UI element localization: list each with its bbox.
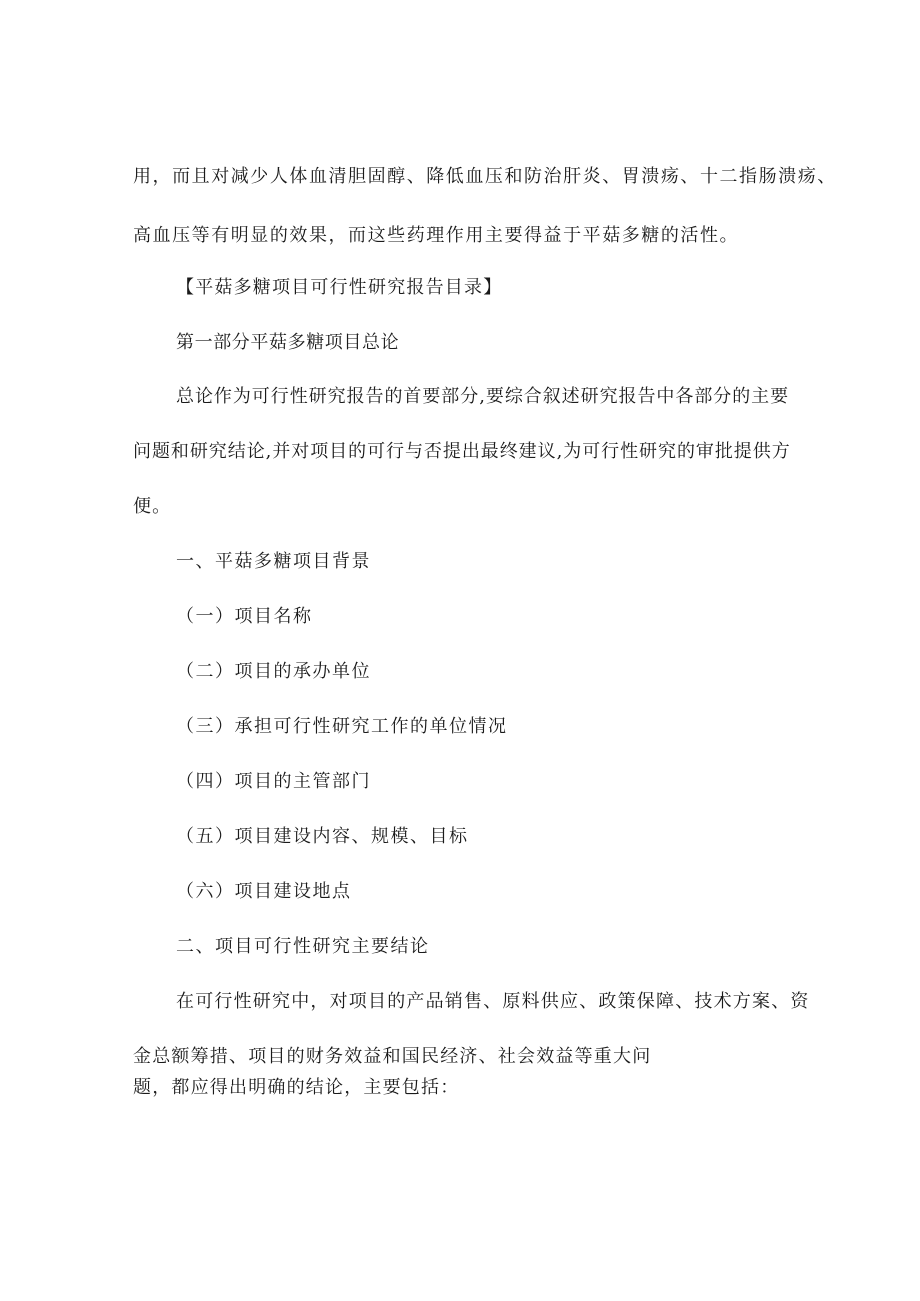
summary-paragraph-line-2: 问题和研究结论,并对项目的可行与否提出最终建议,为可行性研究的审批提供方 bbox=[133, 441, 791, 462]
summary-paragraph-line-3: 便。 bbox=[133, 496, 172, 517]
toc-item-location: （六）项目建设地点 bbox=[176, 881, 352, 902]
intro-paragraph-line-1: 用，而且对减少人体血清胆固醇、降低血压和防治肝炎、胃溃疡、十二指肠溃疡、 bbox=[133, 166, 837, 187]
toc-item-organizer: （二）项目的承办单位 bbox=[176, 661, 371, 682]
summary-paragraph-line-1: 总论作为可行性研究报告的首要部分,要综合叙述研究报告中各部分的主要 bbox=[176, 386, 790, 407]
conclusion-paragraph-line-3: 题，都应得出明确的结论，主要包括： bbox=[133, 1077, 460, 1098]
toc-title: 【平菇多糖项目可行性研究报告目录】 bbox=[176, 277, 503, 298]
toc-item-research-unit: （三）承担可行性研究工作的单位情况 bbox=[176, 716, 508, 737]
section-one-heading: 一、平菇多糖项目背景 bbox=[176, 551, 371, 572]
toc-item-project-name: （一）项目名称 bbox=[176, 606, 313, 627]
conclusion-paragraph-line-1: 在可行性研究中，对项目的产品销售、原料供应、政策保障、技术方案、资 bbox=[176, 991, 810, 1012]
intro-paragraph-line-2: 高血压等有明显的效果，而这些药理作用主要得益于平菇多糖的活性。 bbox=[133, 225, 740, 246]
section-two-heading: 二、项目可行性研究主要结论 bbox=[176, 936, 430, 957]
part-one-heading: 第一部分平菇多糖项目总论 bbox=[176, 332, 400, 353]
toc-item-construction-scope: （五）项目建设内容、规模、目标 bbox=[176, 826, 469, 847]
toc-item-authority: （四）项目的主管部门 bbox=[176, 771, 371, 792]
conclusion-paragraph-line-2: 金总额筹措、项目的财务效益和国民经济、社会效益等重大问 bbox=[133, 1046, 652, 1067]
